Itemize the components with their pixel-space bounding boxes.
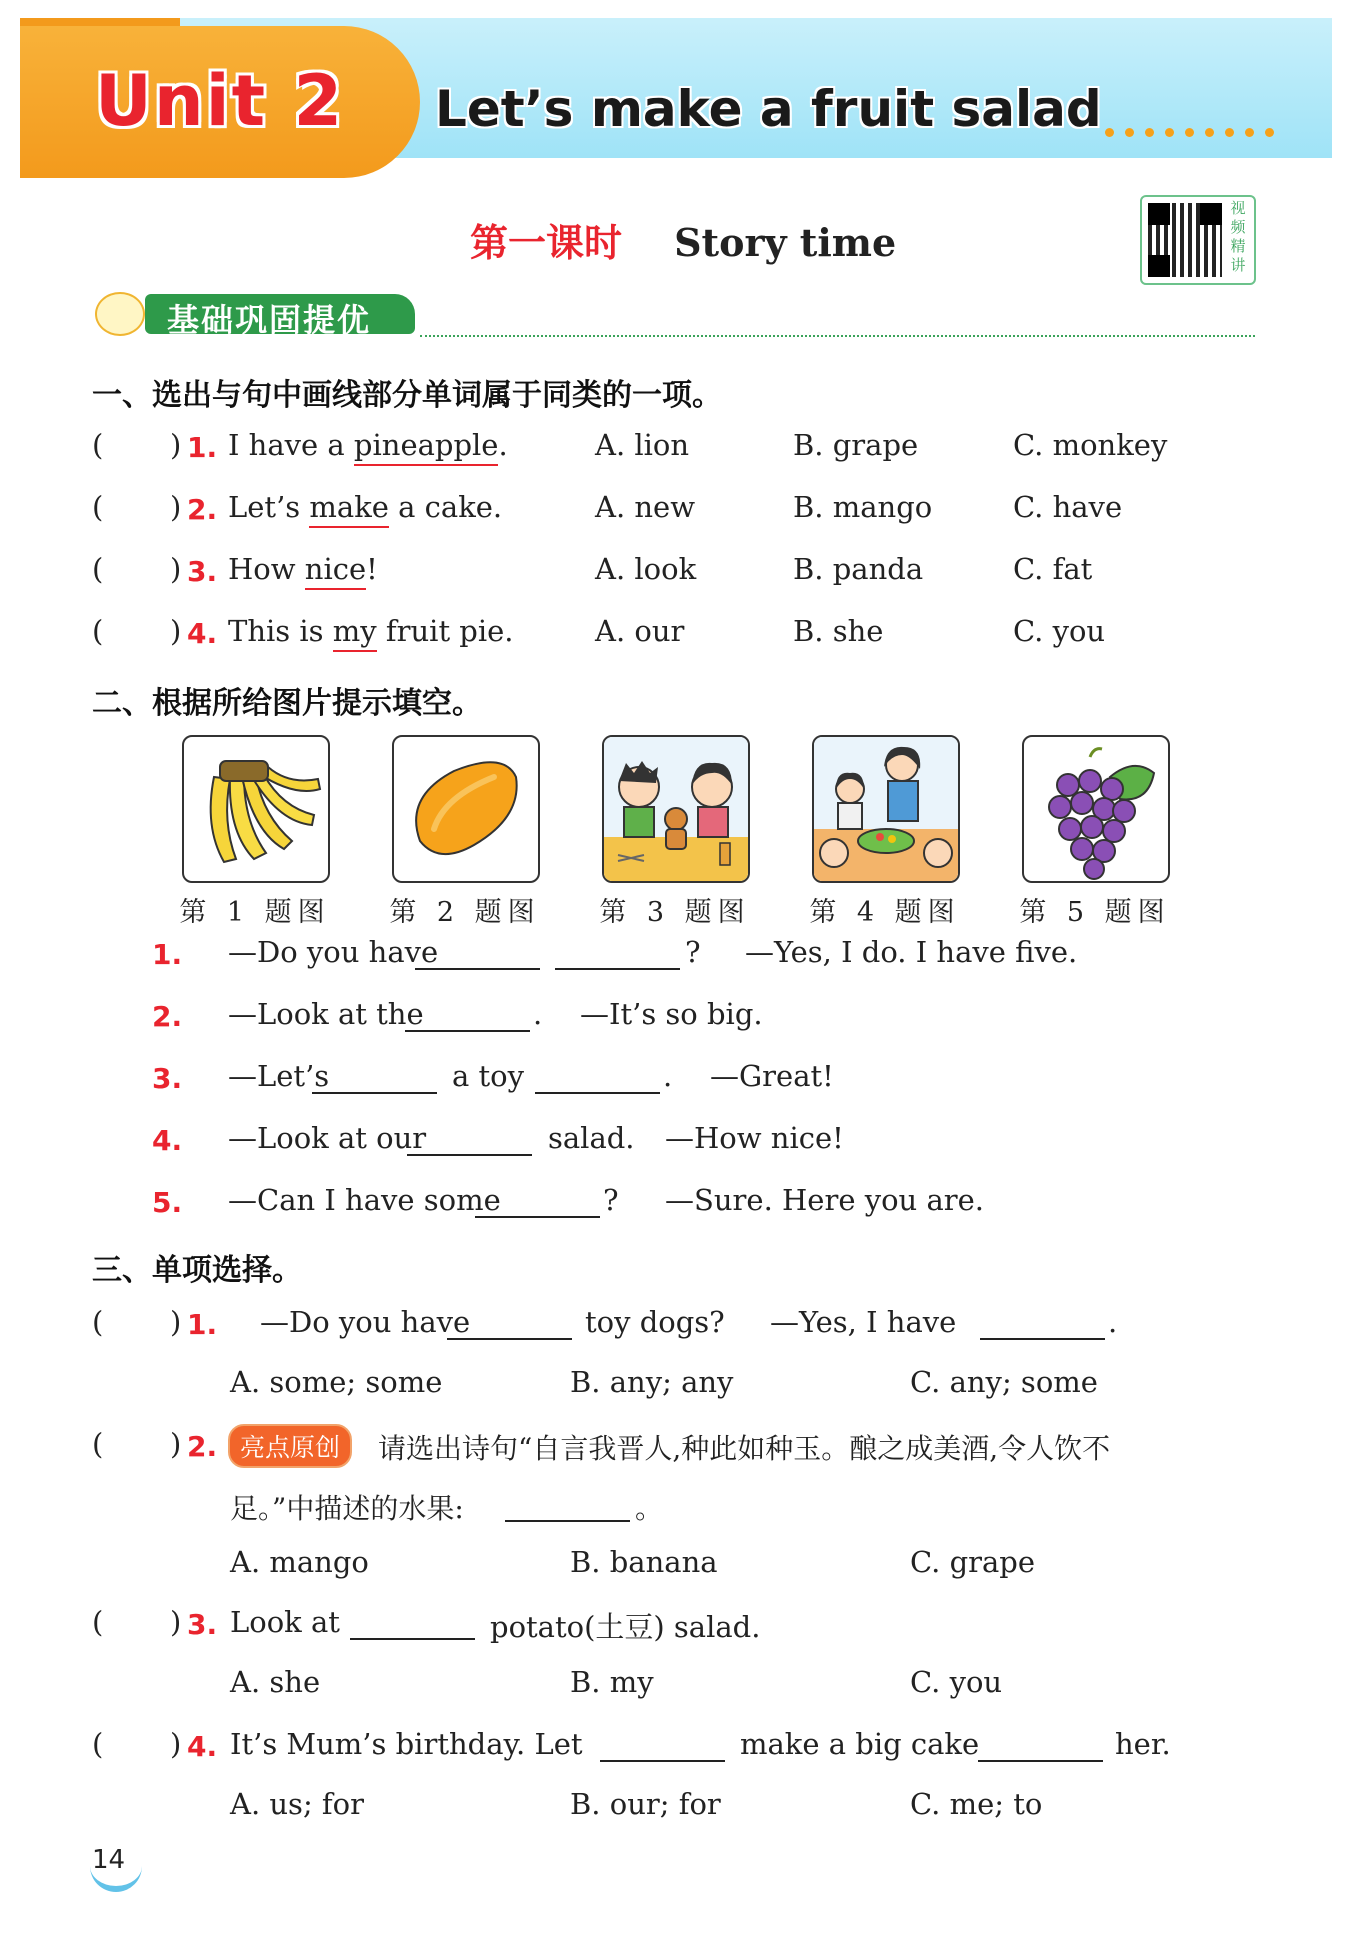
option-b: B. banana: [570, 1545, 718, 1579]
option-a: A. us; for: [230, 1787, 364, 1821]
unit-label: Unit 2: [95, 60, 345, 142]
picture-caption-5: 第 5 题图: [1019, 897, 1171, 928]
answer-blank[interactable]: [350, 1608, 475, 1640]
option-b: B. mango: [793, 490, 933, 524]
question-number: 1.: [187, 431, 218, 464]
option-a: A. mango: [230, 1545, 369, 1579]
answer-blank[interactable]: [555, 938, 680, 970]
picture-caption-2: 第 2 题图: [389, 897, 541, 928]
underlined-word: make: [309, 490, 389, 528]
section-tag: [95, 292, 420, 339]
answer-blank[interactable]: [475, 1186, 600, 1218]
answer-blank[interactable]: [405, 1000, 530, 1032]
qr-code-panel[interactable]: [1140, 195, 1256, 285]
qr-label: 视频精讲: [1230, 199, 1246, 274]
lesson-title-cn: 第一课时: [470, 220, 623, 265]
part3-heading: 三、单项选择。: [92, 1253, 302, 1288]
decorative-dots: [1105, 128, 1274, 137]
option-a: A. some; some: [230, 1365, 443, 1399]
family-salad-picture: [812, 735, 960, 883]
page-number: 14: [92, 1845, 126, 1875]
option-c: C. any; some: [910, 1365, 1098, 1399]
option-a: A. lion: [595, 428, 690, 462]
grape-picture: [1022, 735, 1170, 883]
banana-picture: [182, 735, 330, 883]
question-text: How nice!: [228, 552, 378, 586]
option-b: B. my: [570, 1665, 654, 1699]
answer-blank[interactable]: [978, 1730, 1103, 1762]
option-c: C. you: [1013, 614, 1106, 648]
lesson-title-en: Story time: [674, 220, 897, 265]
answer-blank[interactable]: [407, 1124, 532, 1156]
section-tag-label: 基础巩固提优: [167, 301, 372, 339]
option-c: C. monkey: [1013, 428, 1168, 462]
option-b: B. any; any: [570, 1365, 734, 1399]
question-text: This is my fruit pie.: [228, 614, 514, 648]
original-badge: 亮点原创: [228, 1424, 352, 1468]
question-text: Let’s make a cake.: [228, 490, 502, 524]
part1-heading: 一、选出与句中画线部分单词属于同类的一项。: [92, 378, 722, 413]
part2-heading: 二、根据所给图片提示填空。: [92, 686, 482, 721]
underlined-word: pineapple: [354, 428, 499, 466]
question-text: I have a pineapple.: [228, 428, 508, 462]
answer-blank[interactable]: [535, 1062, 660, 1094]
question-number: 3.: [187, 555, 218, 588]
option-c: C. you: [910, 1665, 1003, 1699]
picture-caption-1: 第 1 题图: [179, 897, 331, 928]
option-b: B. panda: [793, 552, 924, 586]
option-a: A. new: [595, 490, 696, 524]
option-b: B. grape: [793, 428, 919, 462]
answer-blank[interactable]: [312, 1062, 437, 1094]
section-divider: [420, 335, 1255, 337]
option-c: C. have: [1013, 490, 1123, 524]
answer-blank[interactable]: [447, 1308, 572, 1340]
option-b: B. our; for: [570, 1787, 721, 1821]
answer-blank[interactable]: [505, 1490, 630, 1522]
option-c: C. me; to: [910, 1787, 1043, 1821]
picture-caption-3: 第 3 题图: [599, 897, 751, 928]
book-icon: [95, 292, 145, 336]
question-number: 2.: [187, 493, 218, 526]
mango-picture: [392, 735, 540, 883]
qr-code-icon: [1148, 203, 1222, 277]
option-c: C. grape: [910, 1545, 1036, 1579]
option-b: B. she: [793, 614, 884, 648]
picture-caption-4: 第 4 题图: [809, 897, 961, 928]
option-a: A. our: [595, 614, 685, 648]
unit-title: Let’s make a fruit salad: [435, 80, 1102, 138]
option-a: A. look: [595, 552, 697, 586]
option-c: C. fat: [1013, 552, 1093, 586]
children-toy-picture: [602, 735, 750, 883]
underlined-word: nice: [305, 552, 366, 590]
underlined-word: my: [333, 614, 377, 652]
lesson-title: [470, 212, 896, 267]
answer-blank[interactable]: [415, 938, 540, 970]
answer-blank[interactable]: [980, 1308, 1105, 1340]
question-number: 4.: [187, 617, 218, 650]
answer-blank[interactable]: [600, 1730, 725, 1762]
option-a: A. she: [230, 1665, 321, 1699]
